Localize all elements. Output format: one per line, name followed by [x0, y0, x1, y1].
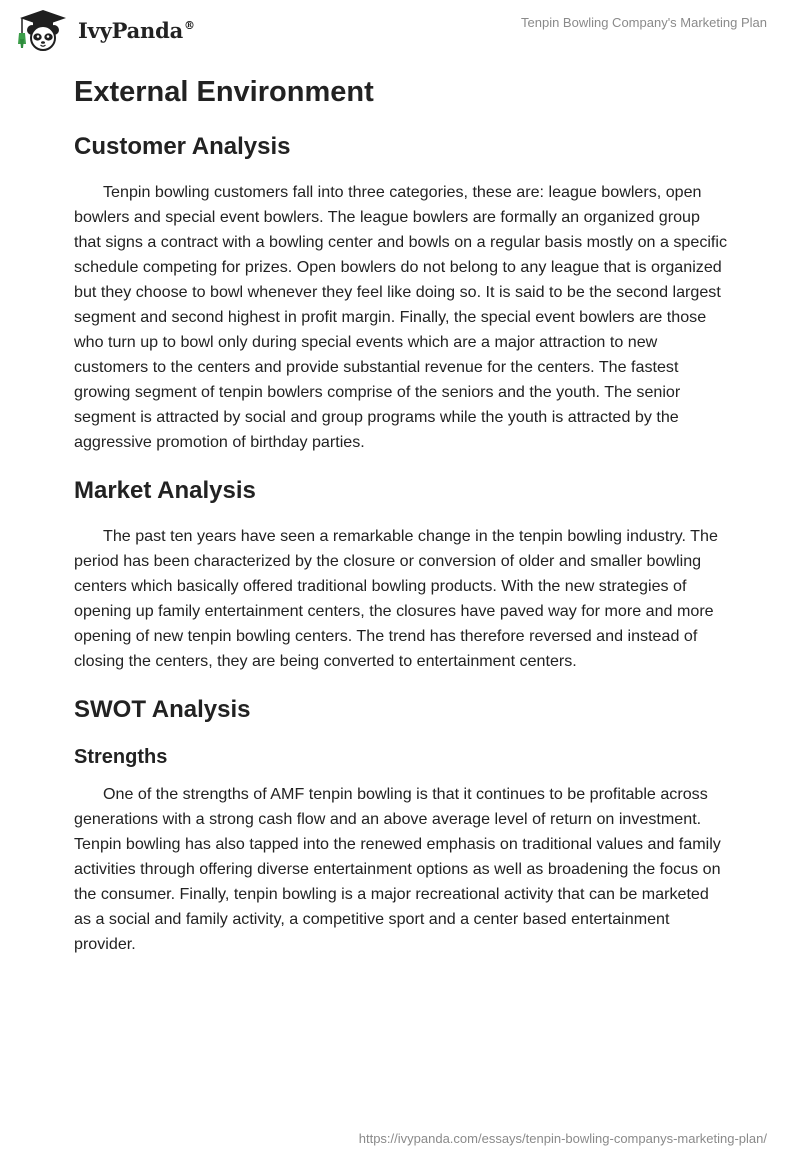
ivypanda-logo[interactable]: [14, 8, 195, 52]
paragraph-customer-analysis: Tenpin bowling customers fall into three categories, these are: league bowlers, open bowlers and special event bowlers. The league bowlers are formally an organized group that signs a contract with a bowling center and bowls on a regular basis mostly on a specific schedule competing for prizes. Open bowlers do not belong to any league that is organized but they choose to bowl whenever they feel like doing so. It is said to be the second largest segment and second highest in profit margin. Finally, the special event bowlers are those who turn up to bowl only during special events which are a major attraction to new customers to the centers and provide substantial revenue for the centers. The fastest growing segment of tenpin bowlers comprise of the seniors and the youth. The senior segment is attracted by social and group programs while the youth is attracted by the aggressive promotion of birthday parties.: [74, 183, 728, 451]
registered-mark: ®: [184, 18, 195, 32]
document-title: Tenpin Bowling Company's Marketing Plan: [521, 15, 767, 30]
essay-content: [74, 70, 728, 957]
heading-strengths: Strengths: [74, 746, 168, 768]
heading-swot-analysis: SWOT Analysis: [74, 696, 251, 723]
panda-logo-icon: [14, 8, 72, 52]
paragraph-strengths: One of the strengths of AMF tenpin bowling is that it continues to be profitable across generations with a strong cash flow and an above average level of return on investment. Tenpin bowling has also tapped into the renewed emphasis on traditional values and family activities through offering diverse entertainment options as well as broadening the focus on the consumer. Finally, tenpin bowling is a major recreational activity that can be marketed as a social and family activity, a competitive sport and a center based entertainment provider.: [74, 785, 721, 953]
logo-wordmark: [78, 18, 195, 43]
heading-market-analysis: Market Analysis: [74, 477, 256, 504]
source-url[interactable]: https://ivypanda.com/essays/tenpin-bowling-companys-marketing-plan/: [358, 1131, 767, 1146]
paragraph-market-analysis: The past ten years have seen a remarkable change in the tenpin bowling industry. The period has been characterized by the closure or conversion of older and smaller bowling centers which basically offered traditional bowling products. With the new strategies of opening up family entertainment centers, the closures have paved way for more and more opening of new tenpin bowling centers. The trend has therefore reversed and instead of closing the centers, they are being converted to entertainment centers.: [74, 527, 718, 670]
heading-external-environment: External Environment: [74, 76, 374, 108]
heading-customer-analysis: Customer Analysis: [74, 133, 291, 160]
page-header: [0, 0, 800, 60]
logo-text: IvyPanda: [78, 17, 184, 43]
